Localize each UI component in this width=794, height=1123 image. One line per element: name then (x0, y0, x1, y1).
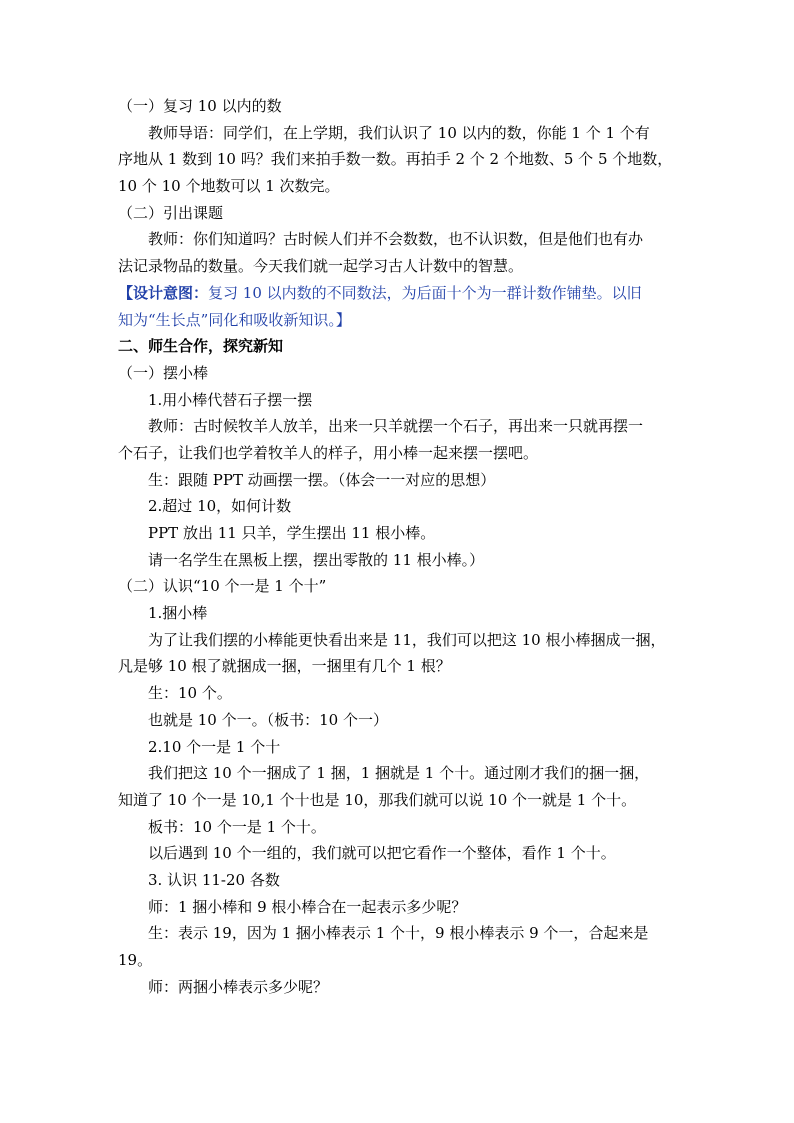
part-heading: 二、师生合作，探究新知 (118, 337, 284, 356)
section-heading-review: （一）复习 10 以内的数 (118, 97, 282, 115)
paragraph-line: 法记录物品的数量。今天我们就一起学习古人计数中的智慧。 (118, 257, 524, 276)
paragraph-line: 10 个 10 个地数可以 1 次数完。 (118, 177, 340, 196)
paragraph-line: 教师导语：同学们，在上学期，我们认识了 10 以内的数，你能 1 个 1 个有 (148, 123, 650, 142)
design-intent-text: 复习 10 以内数的不同数法，为后面十个为一群计数作铺垫。以旧 (208, 283, 642, 302)
paragraph-line: 板书：10 个一是 1 个十。 (148, 817, 326, 836)
paragraph-line: 为了让我们摆的小棒能更快看出来是 11，我们可以把这 10 根小棒捆成一捆， (148, 630, 666, 649)
paragraph-line: 个石子，让我们也学着牧羊人的样子，用小棒一起来摆一摆吧。 (118, 443, 539, 462)
document-body (118, 93, 678, 1000)
subheading: 1.用小棒代替石子摆一摆 (148, 390, 313, 409)
paragraph-line: PPT 放出 11 只羊，学生摆出 11 根小棒。 (148, 524, 436, 542)
design-intent-label: 【设计意图： (118, 283, 209, 302)
paragraph-line: 以后遇到 10 个一组的，我们就可以把它看作一个整体，看作 1 个十。 (148, 844, 616, 863)
section-heading-ten: （二）认识“10 个一是 1 个十” (118, 577, 327, 596)
paragraph-line: 师：1 捆小棒和 9 根小棒合在一起表示多少呢？ (148, 897, 467, 916)
paragraph-line: 请一名学生在黑板上摆，摆出零散的 11 根小棒。） (148, 550, 485, 569)
paragraph-line: 教师：你们知道吗？古时候人们并不会数数，也不认识数，但是他们也有办 (148, 230, 644, 249)
subheading: 1.捆小棒 (148, 604, 208, 623)
paragraph-line: 生：表示 19，因为 1 捆小棒表示 1 个十，9 根小棒表示 9 个一，合起来是 (148, 924, 649, 943)
section-heading-sticks: （一）摆小棒 (118, 363, 209, 382)
paragraph-line: 凡是够 10 根了就捆成一捆，一捆里有几个 1 根？ (118, 657, 451, 676)
subheading: 3. 认识 11-20 各数 (148, 870, 280, 889)
paragraph-line: 也就是 10 个一。（板书：10 个一） (148, 710, 388, 729)
paragraph-line: 序地从 1 数到 10 吗？我们来拍手数一数。再拍手 2 个 2 个地数、5 个 5 个地数， (118, 150, 673, 169)
paragraph-line: 19。 (118, 951, 153, 969)
design-intent-line: 知为“生长点”同化和吸收新知识。】 (118, 310, 351, 329)
section-heading-topic: （二）引出课题 (118, 203, 224, 222)
paragraph-line: 师：两捆小棒表示多少呢？ (148, 977, 329, 996)
subheading: 2.10 个一是 1 个十 (148, 737, 281, 756)
paragraph-line: 生：跟随 PPT 动画摆一摆。（体会一一对应的思想） (148, 470, 496, 489)
paragraph-line: 教师：古时候牧羊人放羊，出来一只羊就摆一个石子，再出来一只就再摆一 (148, 417, 644, 436)
paragraph-line: 知道了 10 个一是 10,1 个十也是 10，那我们就可以说 10 个一就是 1 个十。 (118, 790, 637, 809)
paragraph-line: 我们把这 10 个一捆成了 1 捆，1 捆就是 1 个十。通过刚才我们的捆一捆， (148, 764, 650, 783)
paragraph-line: 生：10 个。 (148, 684, 232, 703)
subheading: 2.超过 10，如何计数 (148, 497, 292, 516)
design-intent-line (118, 280, 678, 307)
